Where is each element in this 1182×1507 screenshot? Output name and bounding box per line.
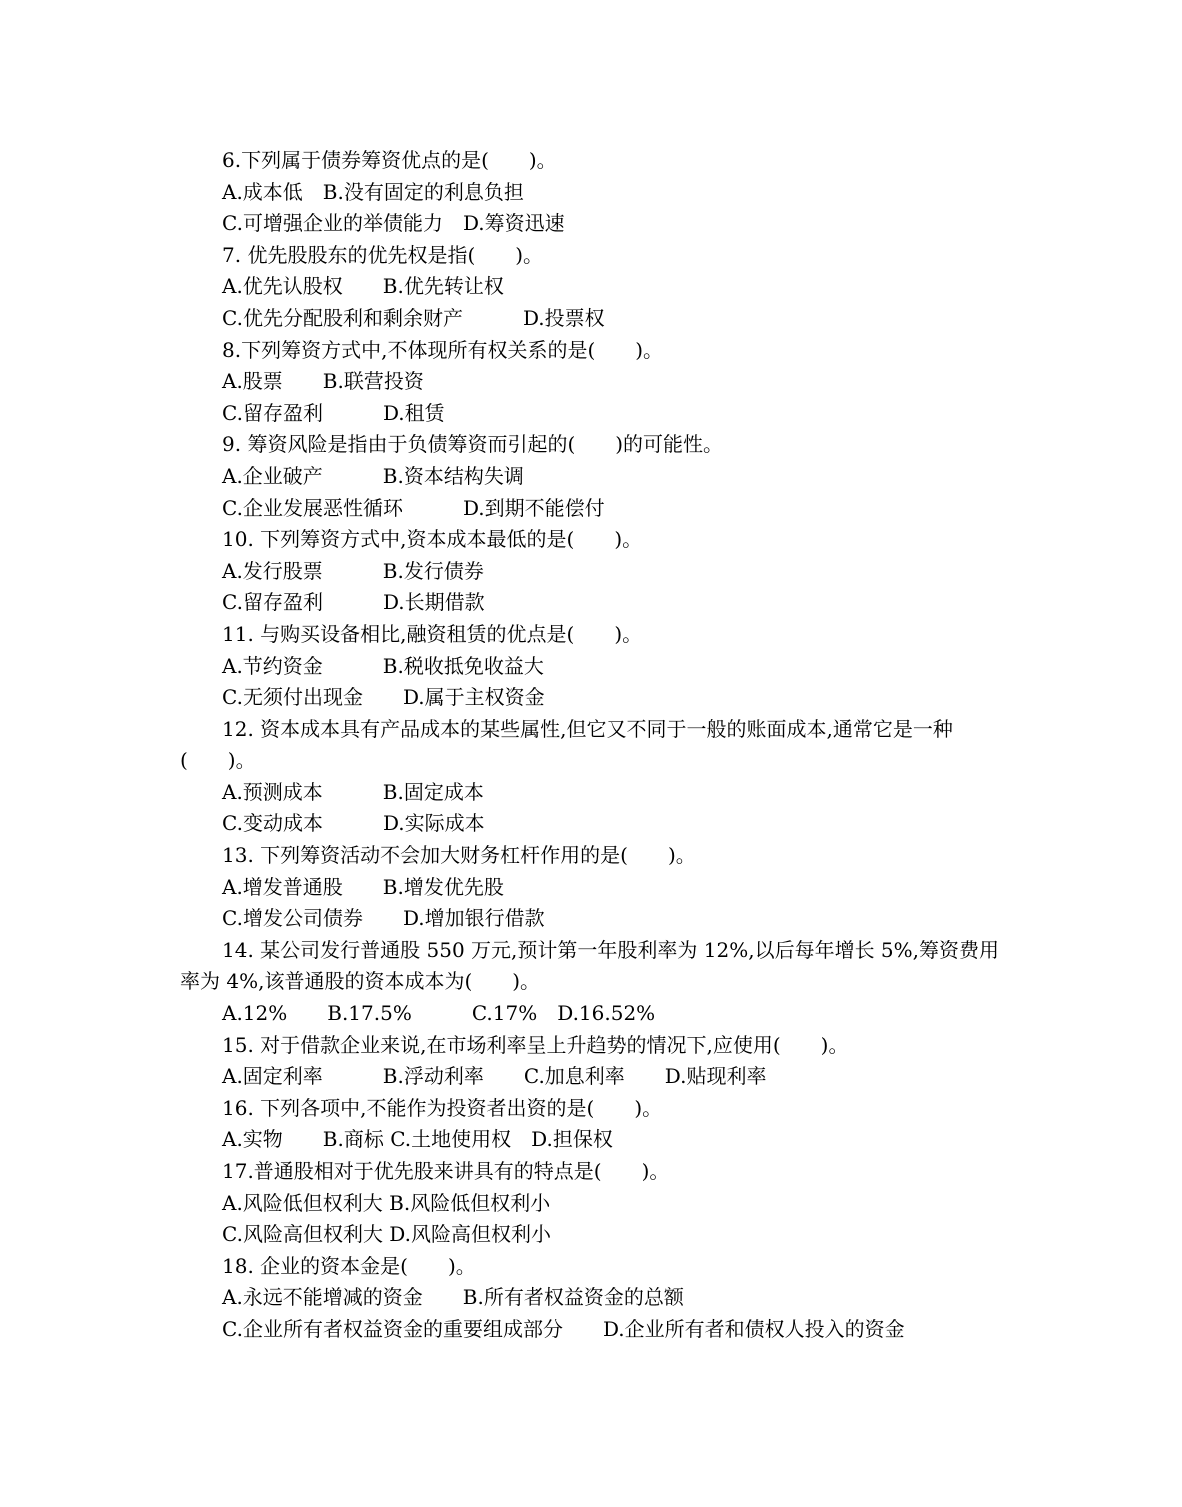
answer-options: C.企业所有者权益资金的重要组成部分 D.企业所有者和债权人投入的资金 (222, 1316, 905, 1341)
answer-options: C.可增强企业的举债能力 D.筹资迅速 (222, 211, 565, 236)
question-text: 12. 资本成本具有产品成本的某些属性,但它又不同于一般的账面成本,通常它是一种 (222, 716, 953, 741)
question-text: 8.下列筹资方式中,不体现所有权关系的是( )。 (222, 337, 664, 362)
question-text: 9. 筹资风险是指由于负债筹资而引起的( )的可能性。 (222, 432, 724, 457)
question-text: 17.普通股相对于优先股来讲具有的特点是( )。 (222, 1159, 670, 1183)
question-text: 15. 对于借款企业来说,在市场利率呈上升趋势的情况下,应使用( )。 (222, 1032, 849, 1057)
question-text: 18. 企业的资本金是( )。 (222, 1253, 476, 1278)
answer-options: A.企业破产 B.资本结构失调 (222, 463, 524, 488)
answer-options: A.固定利率 B.浮动利率 C.加息利率 D.贴现利率 (222, 1064, 767, 1089)
answer-options: C.留存盈利 D.租赁 (222, 400, 445, 425)
question-text: 10. 下列筹资方式中,资本成本最低的是( )。 (222, 527, 643, 552)
answer-options: A.成本低 B.没有固定的利息负担 (222, 179, 524, 204)
answer-options: C.留存盈利 D.长期借款 (222, 590, 485, 615)
answer-options: A.优先认股权 B.优先转让权 (222, 274, 504, 299)
question-text: 6.下列属于债券筹资优点的是( )。 (222, 148, 557, 172)
question-text: 11. 与购买设备相比,融资租赁的优点是( )。 (222, 621, 643, 646)
question-continuation: 率为 4%,该普通股的资本成本为( )。 (180, 969, 541, 994)
question-text: 7. 优先股股东的优先权是指( )。 (222, 242, 544, 267)
answer-options: A.增发普通股 B.增发优先股 (222, 874, 504, 899)
answer-options: C.变动成本 D.实际成本 (222, 811, 485, 836)
answer-options: C.风险高但权利大 D.风险高但权利小 (222, 1222, 551, 1247)
question-continuation: ( )。 (180, 748, 256, 773)
question-text: 13. 下列筹资活动不会加大财务杠杆作用的是( )。 (222, 843, 696, 868)
answer-options: A.发行股票 B.发行债券 (222, 558, 484, 583)
question-list (180, 145, 1010, 1346)
question-text: 14. 某公司发行普通股 550 万元,预计第一年股利率为 12%,以后每年增长 5%,筹资费用 (222, 937, 1000, 962)
answer-options: A.股票 B.联营投资 (222, 369, 424, 394)
answer-options: C.优先分配股利和剩余财产 D.投票权 (222, 305, 605, 330)
answer-options: C.无须付出现金 D.属于主权资金 (222, 685, 545, 710)
answer-options: A.风险低但权利大 B.风险低但权利小 (222, 1190, 551, 1215)
answer-options: A.12% B.17.5% C.17% D.16.52% (222, 1001, 656, 1026)
question-text: 16. 下列各项中,不能作为投资者出资的是( )。 (222, 1095, 663, 1120)
answer-options: A.永远不能增减的资金 B.所有者权益资金的总额 (222, 1285, 684, 1310)
answer-options: A.实物 B.商标 C.土地使用权 D.担保权 (222, 1127, 613, 1152)
answer-options: A.节约资金 B.税收抵免收益大 (222, 653, 544, 678)
answer-options: C.增发公司债券 D.增加银行借款 (222, 906, 545, 931)
answer-options: C.企业发展恶性循环 D.到期不能偿付 (222, 495, 605, 520)
answer-options: A.预测成本 B.固定成本 (222, 779, 484, 804)
